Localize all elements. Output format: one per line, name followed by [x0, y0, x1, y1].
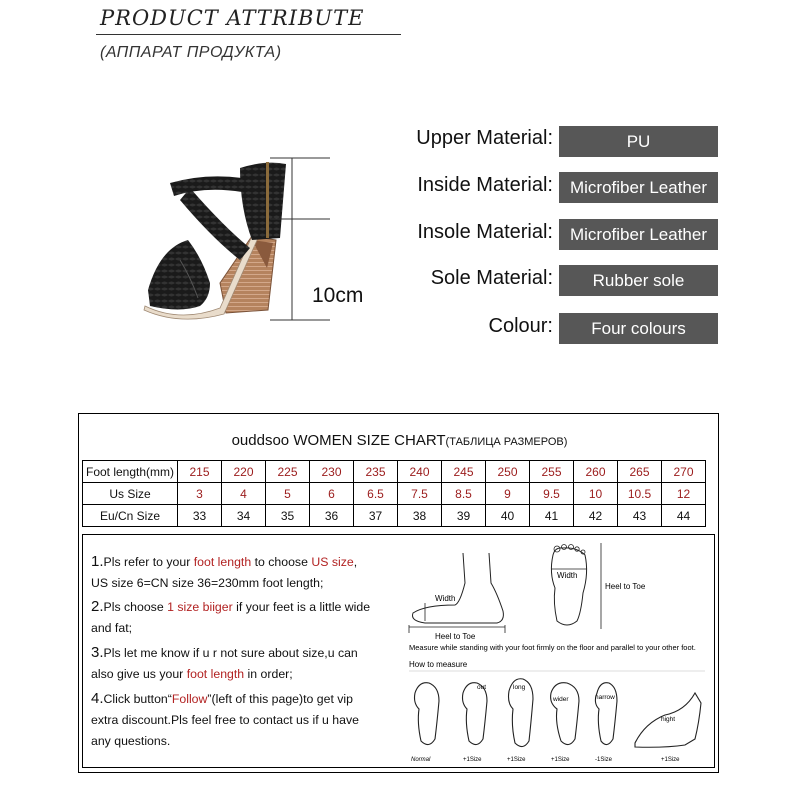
attr-label-insole: Insole Material:: [417, 221, 553, 243]
heel-to-toe-label-2: Heel to Toe: [605, 582, 646, 591]
attr-label-sole: Sole Material:: [430, 267, 553, 289]
note-number: 2.: [91, 598, 104, 615]
note-1: [91, 551, 391, 594]
foot-long: [507, 679, 533, 763]
row-header: Us Size: [83, 483, 178, 505]
size-chart-title-en: ouddsoo WOMEN SIZE CHART: [231, 432, 446, 449]
size-table: [82, 460, 706, 527]
row-header: Eu/Cn Size: [83, 505, 178, 527]
note-text: Pls choose: [103, 600, 168, 614]
table-cell: 9.5: [530, 483, 574, 505]
width-label: Width: [435, 594, 456, 603]
title-underline: [96, 34, 401, 35]
foot-label: -1Size: [595, 757, 613, 763]
note-text: Pls refer to your: [103, 555, 194, 569]
note-text: US size 6=CN size 36=230mm foot length;: [91, 576, 324, 590]
note-text: in order;: [244, 667, 293, 681]
note-text: to choose: [251, 555, 312, 569]
table-cell: 245: [442, 461, 486, 483]
foot-measure-diagram: [405, 543, 710, 763]
note-2: [91, 596, 391, 639]
width-label-2: Width: [557, 571, 578, 580]
note-text: ”(left of this page)to get vip: [207, 692, 353, 706]
foot-label: long: [513, 684, 526, 691]
table-cell: 38: [398, 505, 442, 527]
how-to-measure: How to measure: [409, 660, 468, 669]
table-cell: 40: [486, 505, 530, 527]
foot-label: narrow: [595, 694, 615, 701]
attr-value-inside: Microfiber Leather: [559, 172, 718, 203]
attr-label-upper: Upper Material:: [416, 127, 553, 149]
attr-value-colour: Four colours: [559, 313, 718, 344]
note-text: any questions.: [91, 734, 171, 748]
table-cell: 37: [354, 505, 398, 527]
table-cell: 33: [178, 505, 222, 527]
foot-label: +1Size: [507, 757, 526, 763]
table-cell: 260: [574, 461, 618, 483]
table-cell: 6.5: [354, 483, 398, 505]
heel-to-toe-label: Heel to Toe: [435, 632, 476, 641]
measure-note: Measure while standing with your foot firmly on the floor and parallel to your other foot.: [409, 643, 696, 652]
table-cell: 41: [530, 505, 574, 527]
note-text: extra discount.Pls feel free to contact us if u have: [91, 713, 359, 727]
foot-label: wider: [553, 696, 569, 703]
foot-label: out: [477, 684, 487, 691]
table-cell: 230: [310, 461, 354, 483]
table-cell: 5: [266, 483, 310, 505]
table-cell: 10: [574, 483, 618, 505]
foot-label: hight: [661, 716, 676, 723]
table-cell: 43: [618, 505, 662, 527]
table-cell: 36: [310, 505, 354, 527]
table-cell: 220: [222, 461, 266, 483]
table-cell: 225: [266, 461, 310, 483]
note-highlight: 1 size biiger: [167, 600, 233, 614]
table-cell: 34: [222, 505, 266, 527]
attr-label-colour: Colour:: [488, 315, 553, 337]
table-cell: 44: [662, 505, 706, 527]
table-cell: 270: [662, 461, 706, 483]
table-cell: 39: [442, 505, 486, 527]
foot-label: Normal: [411, 757, 431, 763]
table-cell: 250: [486, 461, 530, 483]
note-number: 3.: [91, 644, 104, 661]
table-cell: 235: [354, 461, 398, 483]
foot-label: +1Size: [463, 757, 482, 763]
table-cell: 35: [266, 505, 310, 527]
table-cell: 265: [618, 461, 662, 483]
row-header: Foot length(mm): [83, 461, 178, 483]
note-3: [91, 642, 391, 685]
size-chart-title-ru: (ТАБЛИЦА РАЗМЕРОВ): [445, 436, 568, 448]
table-cell: 255: [530, 461, 574, 483]
table-cell: 215: [178, 461, 222, 483]
table-cell: 6: [310, 483, 354, 505]
note-text: Pls let me know if u r not sure about size,u can: [103, 646, 358, 660]
note-text: if your feet is a little wide: [232, 600, 371, 614]
foot-wider: [551, 683, 579, 763]
heel-height-label: 10cm: [312, 284, 364, 307]
note-highlight: foot length: [193, 555, 252, 569]
table-cell: 7.5: [398, 483, 442, 505]
note-highlight: US size: [311, 555, 354, 569]
table-cell: 240: [398, 461, 442, 483]
foot-label: +1Size: [551, 757, 570, 763]
table-row: [83, 505, 706, 527]
table-cell: 42: [574, 505, 618, 527]
note-text: also give us your: [91, 667, 187, 681]
table-row: [83, 483, 706, 505]
table-cell: 9: [486, 483, 530, 505]
note-highlight: foot length: [186, 667, 245, 681]
size-chart: [78, 413, 719, 773]
foot-high: [635, 693, 701, 763]
table-cell: 8.5: [442, 483, 486, 505]
attr-value-sole: Rubber sole: [559, 265, 718, 296]
attr-value-insole: Microfiber Leather: [559, 219, 718, 250]
notes-panel: [82, 534, 715, 768]
note-text: and fat;: [91, 621, 133, 635]
table-row: [83, 461, 706, 483]
foot-narrow: [595, 683, 617, 763]
table-cell: 4: [222, 483, 266, 505]
table-cell: 10.5: [618, 483, 662, 505]
foot-out: [463, 683, 488, 763]
foot-normal: [411, 683, 439, 763]
page-subtitle: (АППАРАТ ПРОДУКТА): [100, 44, 282, 61]
table-cell: 3: [178, 483, 222, 505]
note-text: ,: [353, 555, 358, 569]
foot-label: +1Size: [661, 757, 680, 763]
note-text: Click button“: [103, 692, 172, 706]
note-number: 4.: [91, 690, 104, 707]
size-chart-title: [79, 432, 720, 449]
page-title: PRODUCT ATTRIBUTE: [100, 6, 365, 30]
note-highlight: Follow: [171, 692, 208, 706]
attr-value-upper: PU: [559, 126, 718, 157]
note-4: [91, 688, 391, 752]
note-number: 1.: [91, 553, 104, 570]
attr-label-inside: Inside Material:: [417, 174, 553, 196]
table-cell: 12: [662, 483, 706, 505]
